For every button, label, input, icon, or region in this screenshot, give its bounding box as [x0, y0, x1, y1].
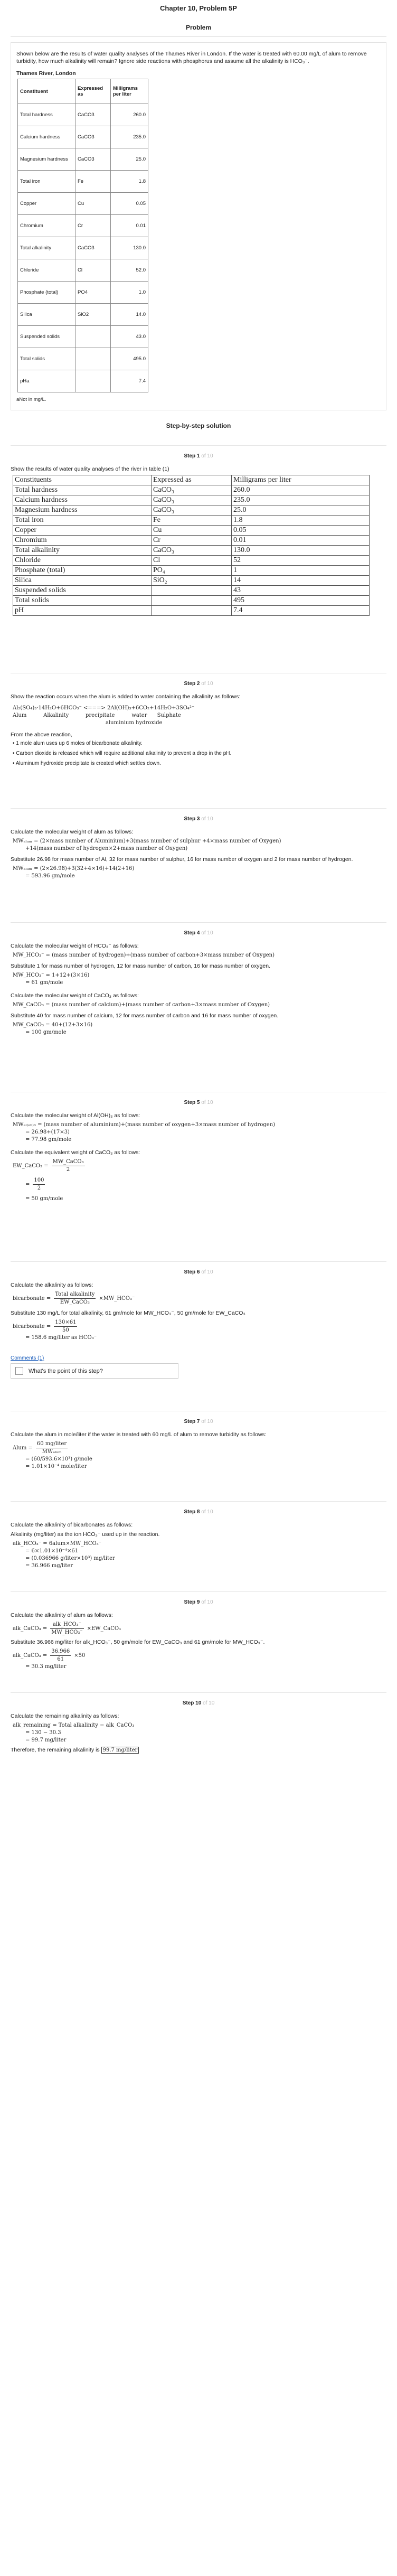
cell-expressed: CaCO₃: [152, 485, 232, 495]
formula: MWₐₗᵤₘ = (2×mass number of Aluminium)+3(mass number of sulphur +4×mass number of Oxygen): [13, 838, 281, 844]
eq-lhs: Alum =: [13, 1445, 33, 1451]
cell-constituent: Chloride: [18, 259, 75, 282]
cell-value: 25.0: [232, 505, 370, 516]
numerator: 60 mg/liter: [36, 1440, 68, 1448]
formula-result: = 1.01×10⁻⁴ mole/liter: [25, 1464, 87, 1469]
cell-constituent: Total solids: [18, 348, 75, 370]
step-text: Show the reaction occurs when the alum is added to water containing the alkalinity as follows:: [11, 694, 241, 700]
denominator: 2: [66, 1167, 70, 1173]
cell-value: 1.0: [111, 282, 148, 304]
fraction: [52, 1158, 85, 1174]
formula: MW_HCO₃⁻ = 1+12+(3×16): [13, 972, 90, 978]
formula: = (60/593.6×10³) g/mole: [25, 1456, 92, 1462]
cell-expressed: Cu: [75, 193, 111, 215]
cell-expressed: CaCO₃: [152, 505, 232, 516]
formula-result: = 593.96 gm/mole: [25, 873, 75, 879]
formula-result: = 77.98 gm/mole: [25, 1137, 72, 1142]
step-header: Step 6 of 10: [184, 1269, 213, 1275]
substitution-text: Substitute 1 for mass number of hydrogen, 12 for mass number of carbon, 16 for mass number of oxygen.: [11, 963, 270, 969]
table-note: aNot in mg/L.: [16, 397, 46, 402]
formula-result: = 61 gm/mole: [25, 980, 63, 986]
formula: MWₐₗᵤₘ = (2×26.98)+3(32+4×16)+14(2+16): [13, 866, 135, 872]
cell-expressed: Cr: [152, 536, 232, 546]
formula: MWₐₗ₍ₒₕ₎₃ = (mass number of aluminium)+(mass number of oxygen+3×mass number of hydrogen): [13, 1122, 275, 1128]
cell-constituent: Total alkalinity: [18, 237, 75, 259]
q-header-constituent: Constituent: [18, 79, 75, 104]
formula: +14(mass number of hydrogen×2+mass number of Oxygen): [25, 846, 188, 851]
table-row: [13, 546, 370, 556]
bullet-3: • Aluminum hydroxide precipitate is created which settles down.: [13, 761, 161, 766]
cell-value: 7.4: [111, 370, 148, 392]
denominator: 61: [57, 1656, 64, 1662]
cell-constituent: Total iron: [13, 516, 152, 526]
cell-value: 0.01: [232, 536, 370, 546]
step-header: Step 8 of 10: [184, 1509, 213, 1515]
numerator: 36.966: [50, 1648, 71, 1656]
denominator: 50: [62, 1327, 69, 1333]
cell-constituent: Silica: [18, 304, 75, 326]
question-text: Shown below are the results of water quality analyses of the Thames River in London. If the water is treated with 60.00 mg/L of alum to remove turbidity, how much alkalinity will remain? Ignore side reactions with phosphorus and assume all the alkalinity is HCO₃⁻.: [16, 51, 367, 64]
cell-value: 52: [232, 556, 370, 566]
table-row: [13, 596, 370, 606]
step-text: Calculate the molecular weight of alum as follows:: [11, 829, 134, 835]
cell-expressed: SiO₂: [152, 576, 232, 586]
eq-tail: ×EW_CaCO₃: [87, 1625, 121, 1632]
cell-expressed: [75, 370, 111, 392]
formula-result: = 30.3 mg/liter: [25, 1664, 67, 1670]
cell-value: 260.0: [232, 485, 370, 495]
cell-constituent: pH: [13, 606, 152, 616]
table-row: [18, 326, 148, 348]
cell-expressed: Cr: [75, 215, 111, 237]
cell-expressed: Cl: [75, 259, 111, 282]
denominator: MWₐₗᵤₘ: [42, 1449, 62, 1455]
table-row: [18, 370, 148, 392]
numerator: 130×61: [54, 1319, 77, 1327]
step-header: Step 4 of 10: [184, 930, 213, 936]
eq-lhs: EW_CaCO₃ =: [13, 1163, 49, 1169]
cell-expressed: Cu: [152, 526, 232, 536]
formula-result: = 158.6 mg/liter as HCO₃⁻: [25, 1335, 97, 1341]
cell-value: 495: [232, 596, 370, 606]
table-row: [18, 171, 148, 193]
table-row: [13, 586, 370, 596]
table-row: [18, 215, 148, 237]
cell-constituent: Silica: [13, 576, 152, 586]
cell-value: 43: [232, 586, 370, 596]
formula: = (0.036966 g/liter×10³) mg/liter: [25, 1556, 115, 1561]
eq-lhs: alk_CaCO₃ =: [13, 1625, 48, 1632]
cell-constituent: Magnesium hardness: [13, 505, 152, 516]
cell-expressed: Fe: [152, 516, 232, 526]
cell-expressed: [152, 586, 232, 596]
formula-result: = 36.966 mg/liter: [25, 1563, 73, 1569]
equivalent-weight-eq: [11, 1158, 386, 1174]
formula: MW_HCO₃⁻ = (mass number of hydrogen)+(mass number of carbon+3×mass number of Oxygen): [13, 952, 275, 958]
step-text: Show the results of water quality analyses of the river in table (1): [11, 466, 169, 472]
page: [11, 4, 386, 1783]
formula-result: = 100 gm/mole: [25, 1029, 67, 1035]
step-header: Step 7 of 10: [184, 1419, 213, 1425]
table-row: [13, 516, 370, 526]
cell-value: 0.05: [232, 526, 370, 536]
formula: = 6×1.01×10⁻⁴×61: [25, 1548, 79, 1554]
table-row: [18, 304, 148, 326]
step-text: Calculate the molecular weight of HCO₃⁻ as follows:: [11, 943, 139, 949]
table-row: [18, 237, 148, 259]
step-10: [11, 1692, 386, 1783]
eq-lhs: bicarbonate =: [13, 1295, 51, 1301]
substitution-text: Substitute 130 mg/L for total alkalinity, 61 gm/mole for MW_HCO₃⁻, 50 gm/mole for EW_CaCO₃: [11, 1310, 245, 1316]
table-row: [18, 193, 148, 215]
cell-constituent: Calcium hardness: [18, 126, 75, 148]
alkalinity-eq: [11, 1291, 386, 1306]
cell-expressed: [75, 348, 111, 370]
from-reaction: From the above reaction,: [11, 732, 72, 738]
eq-lhs: alk_CaCO₃ =: [13, 1652, 48, 1659]
cell-expressed: Fe: [75, 171, 111, 193]
fraction: [36, 1440, 68, 1456]
formula: = 130 − 30.3: [25, 1730, 61, 1736]
reaction-labels: Alum Alkalinity precipitate water Sulphate: [13, 713, 181, 718]
fraction: [54, 1319, 77, 1334]
cell-constituent: Phosphate (total): [18, 282, 75, 304]
step-7: [11, 1411, 386, 1501]
step-question-box[interactable]: [11, 1363, 178, 1379]
cell-constituent: Total iron: [18, 171, 75, 193]
substitution-text: Substitute 26.98 for mass number of Al, 32 for mass number of sulphur, 16 for mass number of oxygen and 2 for mass number of hydrogen.: [11, 856, 353, 863]
cell-constituent: Chromium: [18, 215, 75, 237]
step-text: Calculate the alkalinity of bicarbonates as follows:: [11, 1522, 133, 1528]
checkbox-icon[interactable]: [15, 1367, 23, 1375]
comments-link[interactable]: Comments (1): [11, 1355, 44, 1361]
step-question-text: What's the point of this step?: [29, 1367, 103, 1374]
solution-heading: Step-by-step solution: [166, 422, 231, 429]
step-header: Step 1 of 10: [184, 453, 213, 459]
chapter-title: Chapter 10, Problem 5P: [160, 4, 237, 12]
cell-expressed: [152, 596, 232, 606]
step-3: [11, 808, 386, 922]
cell-value: 0.01: [111, 215, 148, 237]
denominator: MW_HCO₃⁻: [51, 1629, 83, 1635]
cell-constituent: Chloride: [13, 556, 152, 566]
q-header-expressed: Expressed as: [75, 79, 111, 104]
cell-constituent: Total hardness: [13, 485, 152, 495]
table-row: [18, 282, 148, 304]
cell-constituent: Copper: [13, 526, 152, 536]
cell-expressed: [152, 606, 232, 616]
equivalent-weight-sub: = $\frac{100}{2}$: [25, 1177, 44, 1191]
table-row: [18, 148, 148, 171]
cell-expressed: CaCO3: [75, 126, 111, 148]
table-row: [18, 259, 148, 282]
s1-header-mg: Milligrams per liter: [232, 475, 370, 485]
cell-value: 130.0: [111, 237, 148, 259]
bullet-1: • 1 mole alum uses up 6 moles of bicarbonate alkalinity.: [13, 741, 143, 746]
cell-value: 25.0: [111, 148, 148, 171]
reaction-label-2: aluminium hydroxide: [106, 720, 163, 726]
numerator: 100: [33, 1177, 45, 1185]
formula: alk_remaining = Total alkalinity − alk_CaCO₃: [13, 1722, 135, 1728]
cell-value: 235.0: [111, 126, 148, 148]
reaction-equation: Al₂(SO₄)₃·14H₂O+6HCO₃⁻ <===> 2Al(OH)₃+6CO₂+14H₂O+3SO₄²⁻: [13, 705, 195, 711]
cell-value: 14.0: [111, 304, 148, 326]
cell-constituent: Calcium hardness: [13, 495, 152, 505]
cell-value: 52.0: [111, 259, 148, 282]
step-2: [11, 673, 386, 808]
table-row: [13, 576, 370, 586]
cell-constituent: Copper: [18, 193, 75, 215]
final-answer: [11, 1746, 386, 1754]
table-row: [13, 495, 370, 505]
table-row: [13, 526, 370, 536]
cell-constituent: Suspended solids: [13, 586, 152, 596]
location-heading: Thames River, London: [16, 70, 76, 77]
cell-constituent: Phosphate (total): [13, 566, 152, 576]
formula-result: = 50 gm/mole: [25, 1196, 63, 1202]
numerator: Total alkalinity: [54, 1291, 96, 1299]
table-row: [13, 505, 370, 516]
cell-value: 7.4: [232, 606, 370, 616]
step-8: [11, 1501, 386, 1591]
cell-expressed: CaCO3: [75, 148, 111, 171]
final-answer-value: 99.7 mg/liter: [101, 1747, 139, 1754]
cell-expressed: PO4: [75, 282, 111, 304]
eq-lhs: bicarbonate =: [13, 1323, 51, 1329]
q-header-mg: Milligrams per liter: [111, 79, 148, 104]
cell-expressed: CaCO3: [75, 104, 111, 126]
cell-constituent: Chromium: [13, 536, 152, 546]
step-header: Step 3 of 10: [184, 816, 213, 822]
formula: MW_CaCO₃ = 40+(12+3×16): [13, 1022, 93, 1028]
step-1: [11, 445, 386, 673]
step-text: Calculate the equivalent weight of CaCO₃ as follows:: [11, 1149, 140, 1156]
cell-value: 0.05: [111, 193, 148, 215]
cell-value: 260.0: [111, 104, 148, 126]
cell-expressed: Cl: [152, 556, 232, 566]
cell-constituent: Magnesium hardness: [18, 148, 75, 171]
table-row: [13, 566, 370, 576]
cell-constituent: Total alkalinity: [13, 546, 152, 556]
question-table: [17, 79, 148, 392]
numerator: MW_CaCO₃: [52, 1158, 85, 1166]
table-row: [13, 556, 370, 566]
cell-value: 495.0: [111, 348, 148, 370]
cell-expressed: CaCO₃: [152, 495, 232, 505]
formula: = 26.98+(17×3): [25, 1129, 70, 1135]
step-4: [11, 922, 386, 1092]
cell-value: 235.0: [232, 495, 370, 505]
problem-label: Problem: [185, 24, 211, 31]
step-text: Calculate the alkalinity of alum as follows:: [11, 1612, 113, 1618]
formula: MW_CaCO₃ = (mass number of calcium)+(mass number of carbon+3×mass number of Oxygen): [13, 1002, 270, 1008]
cell-constituent: pHa: [18, 370, 75, 392]
alum-alkalinity-eq: [11, 1621, 386, 1636]
step-5: [11, 1092, 386, 1261]
cell-value: 1.8: [111, 171, 148, 193]
step-text: Calculate the molecular weight of Al(OH)₃ as follows:: [11, 1112, 140, 1119]
step-header: Step 2 of 10: [184, 681, 213, 687]
step-9: [11, 1591, 386, 1692]
cell-value: 130.0: [232, 546, 370, 556]
alkalinity-sub: [11, 1319, 386, 1334]
step-header: Step 9 of 10: [184, 1599, 213, 1605]
s1-header-expressed: Expressed as: [152, 475, 232, 485]
cell-value: 1.8: [232, 516, 370, 526]
denominator: EW_CaCO₃: [60, 1299, 90, 1305]
fraction: [33, 1177, 45, 1192]
step1-table: [13, 475, 370, 616]
table-row: [18, 126, 148, 148]
fraction: [50, 1648, 71, 1663]
substitution-text: Substitute 40 for mass number of calcium, 12 for mass number of carbon and 16 for mass number of oxygen.: [11, 1013, 279, 1019]
step-text: Calculate the remaining alkalinity as follows:: [11, 1713, 119, 1719]
eq-tail: ×MW_HCO₃⁻: [99, 1295, 135, 1301]
cell-expressed: [75, 326, 111, 348]
table-row: [13, 606, 370, 616]
alum-alkalinity-sub: [11, 1648, 386, 1663]
cell-expressed: SiO2: [75, 304, 111, 326]
final-prefix: Therefore, the remaining alkalinity is: [11, 1747, 100, 1753]
step-header: Step 5 of 10: [184, 1100, 213, 1106]
question-box: [11, 42, 386, 410]
denominator: 2: [37, 1185, 41, 1191]
step-header: Step 10 of 10: [182, 1700, 215, 1706]
step-text: Calculate the alum in mole/liter if the water is treated with 60 mg/L of alum to remove turbidity as follows:: [11, 1431, 267, 1438]
step-text: Calculate the molecular weight of CaCO₃ as follows:: [11, 992, 139, 999]
eq-tail: ×50: [74, 1652, 86, 1659]
table-row: [13, 536, 370, 546]
cell-constituent: Suspended solids: [18, 326, 75, 348]
fraction: [54, 1291, 96, 1306]
formula-result: = 99.7 mg/liter: [25, 1737, 67, 1743]
bullet-2: • Carbon dioxide is released which will require additional alkalinity to prevent a drop in the pH.: [13, 751, 232, 756]
table-row: [18, 104, 148, 126]
cell-value: 1: [232, 566, 370, 576]
cell-value: 43.0: [111, 326, 148, 348]
cell-expressed: CaCO3: [75, 237, 111, 259]
alum-eq: [11, 1440, 386, 1456]
step-text: Calculate the alkalinity as follows:: [11, 1282, 93, 1288]
substitution-text: Substitute 36.966 mg/liter for alk_HCO₃⁻, 50 gm/mole for EW_CaCO₃ and 61 gm/mole for MW_HCO₃⁻.: [11, 1639, 265, 1645]
step-text: Alkalinity (mg/liter) as the ion HCO₃⁻ used up in the reaction.: [11, 1531, 160, 1538]
step-6: [11, 1261, 386, 1411]
s1-header-constituents: Constituents: [13, 475, 152, 485]
cell-constituent: Total solids: [13, 596, 152, 606]
formula: alk_HCO₃⁻ = 6alum×MW_HCO₃⁻: [13, 1541, 102, 1547]
cell-expressed: CaCO₃: [152, 546, 232, 556]
cell-expressed: PO₄: [152, 566, 232, 576]
table-row: [18, 348, 148, 370]
fraction: [50, 1621, 83, 1636]
table-row: [13, 485, 370, 495]
numerator: alk_HCO₃⁻: [50, 1621, 83, 1629]
cell-constituent: Total hardness: [18, 104, 75, 126]
cell-value: 14: [232, 576, 370, 586]
